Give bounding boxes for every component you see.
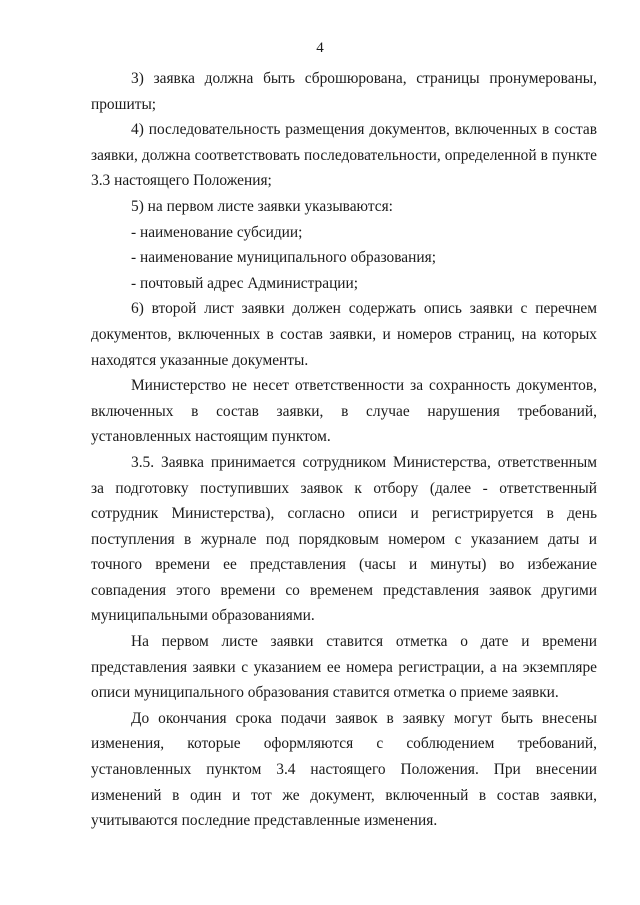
page-number: 4 xyxy=(316,40,324,56)
list-item-postal-address: - почтовый адрес Администрации; xyxy=(131,274,359,292)
list-item-subsidy-name: - наименование субсидии; xyxy=(131,223,303,241)
paragraph-item-3: 3) заявка должна быть сброшюрована, страницы пронумерованы, прошиты; xyxy=(91,70,597,113)
paragraph-item-4: 4) последовательность размещения документов, включенных в состав заявки, должна соответствовать последовательности, определенной в пункте 3.3 настоящего Положения; xyxy=(91,121,597,190)
paragraph-ministry-responsibility: Министерство не несет ответственности за сохранность документов, включенных в состав заявки, в случае нарушения требований, установленных настоящим пунктом. xyxy=(91,377,597,446)
paragraph-item-6: 6) второй лист заявки должен содержать опись заявки с перечнем документов, включенных в состав заявки, и номеров страниц, на которых находятся указанные документы. xyxy=(91,300,597,369)
list-item-municipality-name: - наименование муниципального образования; xyxy=(131,249,436,267)
paragraph-registration-mark: На первом листе заявки ставится отметка о дате и времени представления заявки с указанием ее номера регистрации, а на экземпляре описи муниципального образования ставится отметка о приеме заявки. xyxy=(91,633,597,702)
document-body xyxy=(91,66,597,834)
paragraph-section-3-5: 3.5. Заявка принимается сотрудником Министерства, ответственным за подготовку поступивших заявок к отбору (далее - ответственный сотрудник Министерства), согласно описи и регистрируется в день поступления в журнале под порядковым номером с указанием даты и точного времени ее представления (часы и минуты) во избежание совпадения этого времени со временем представления заявок другими муниципальными образованиями. xyxy=(91,453,597,625)
paragraph-application-changes: До окончания срока подачи заявок в заявку могут быть внесены изменения, которые оформляются с соблюдением требований, установленных пунктом 3.4 настоящего Положения. При внесении изменений в один и тот же документ, включенный в состав заявки, учитываются последние представленные изменения. xyxy=(91,709,597,830)
paragraph-item-5: 5) на первом листе заявки указываются: xyxy=(131,197,393,215)
